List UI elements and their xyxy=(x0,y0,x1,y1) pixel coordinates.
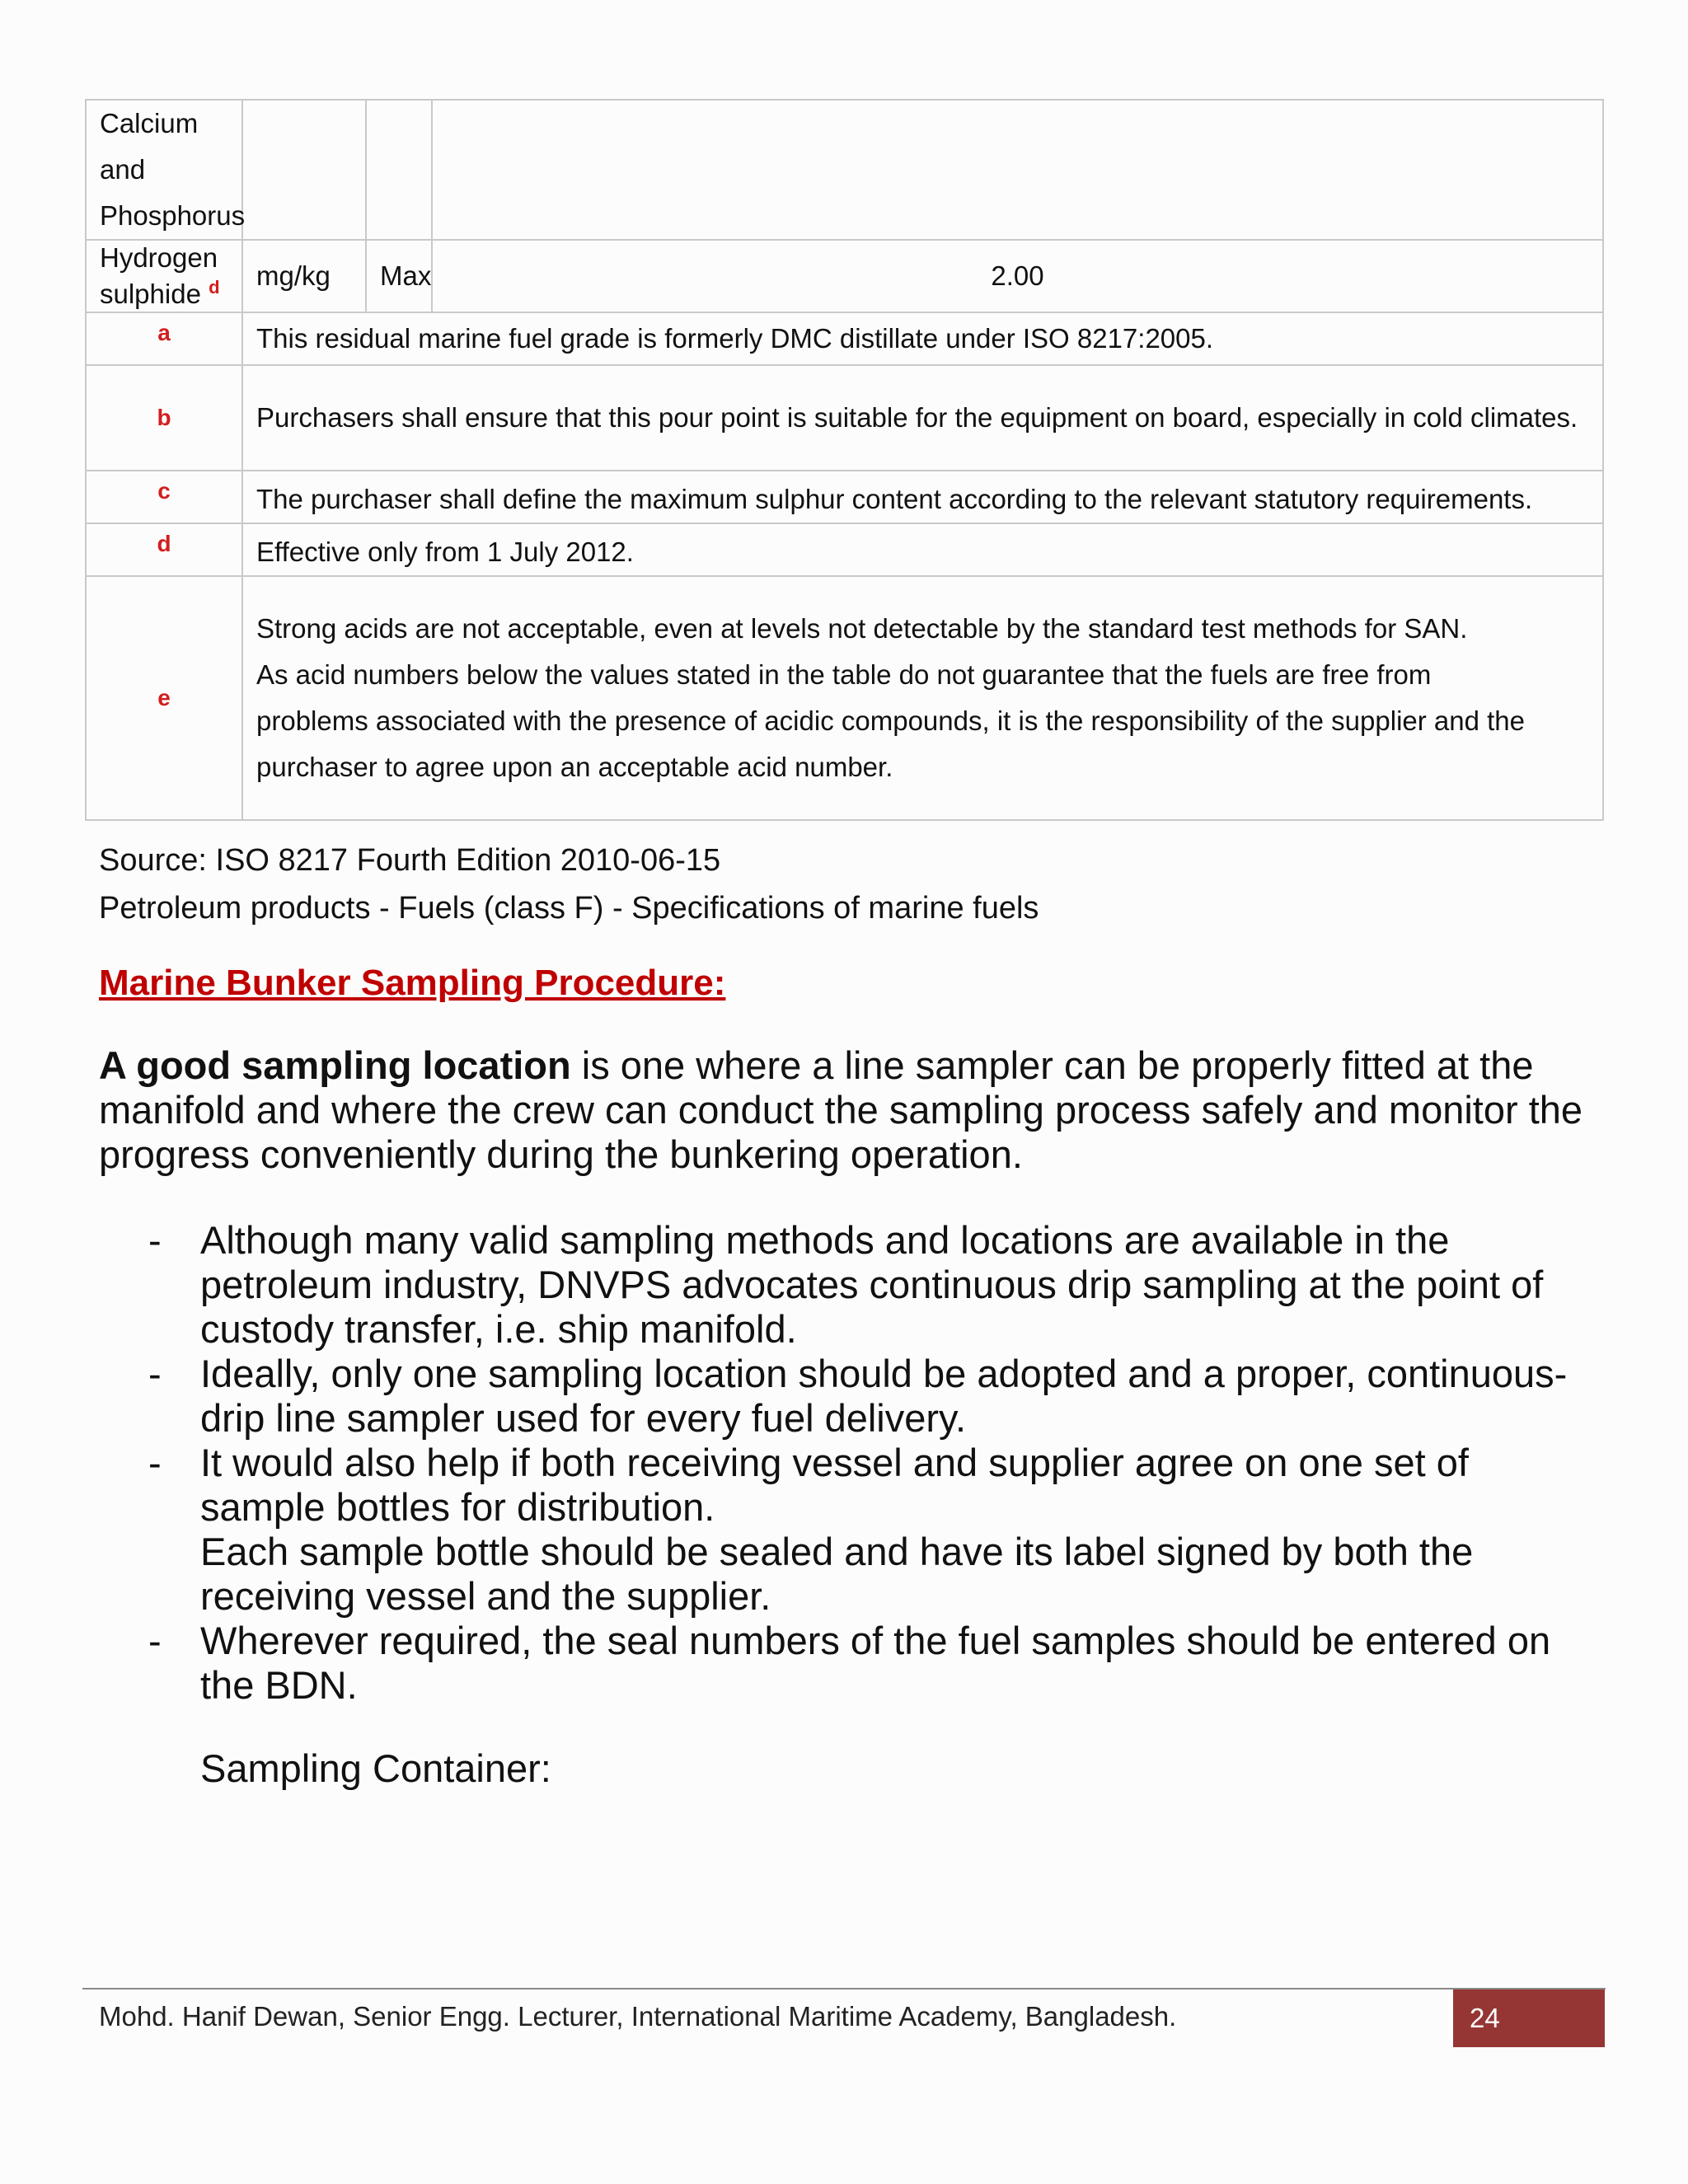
bullet-list xyxy=(144,1218,1595,1708)
footnote-line: problems associated with the presence of acidic compounds, it is the responsibility of the supplier and the xyxy=(256,705,1526,736)
footnote-line: Strong acids are not acceptable, even at levels not detectable by the standard test methods for SAN. xyxy=(256,613,1468,644)
table-row xyxy=(86,240,1603,312)
source-citation xyxy=(99,837,1039,932)
footnote-text: The purchaser shall define the maximum sulphur content according to the relevant statutory requirements. xyxy=(242,471,1603,523)
source-line: Petroleum products - Fuels (class F) - Specifications of marine fuels xyxy=(99,891,1039,926)
footnote-text: This residual marine fuel grade is formerly DMC distillate under ISO 8217:2005. xyxy=(242,312,1603,365)
unit-cell: mg/kg xyxy=(242,240,366,312)
footnote-line: purchaser to agree upon an acceptable acid number. xyxy=(256,752,893,782)
property-name: Phosphorus xyxy=(100,200,246,231)
footnote-row xyxy=(86,576,1603,820)
spec-table-wrapper xyxy=(85,99,1604,821)
list-item-text: Ideally, only one sampling location should be adopted and a proper, continuous-drip line sampler used for every fuel delivery. xyxy=(200,1352,1568,1440)
value-cell xyxy=(432,100,1603,240)
property-name: sulphide xyxy=(100,279,201,309)
footnote-line: As acid numbers below the values stated in the table do not guarantee that the fuels are free from xyxy=(256,659,1432,690)
limit-cell: Max xyxy=(366,240,432,312)
footnote-label: c xyxy=(86,471,242,523)
footnote-row xyxy=(86,471,1603,523)
intro-paragraph xyxy=(99,1043,1607,1177)
list-item: - Although many valid sampling methods and locations are available in the petroleum industry, DNVPS advocates continuous drip sampling at the point of custody transfer, i.e. ship manifold. xyxy=(148,1218,1544,1351)
source-line: Source: ISO 8217 Fourth Edition 2010-06-15 xyxy=(99,843,721,878)
intro-text: is one where a line sampler can be properly fitted at the manifold and where the crew can conduct the sampling process safely and monitor the progress conveniently during the bunkering operation. xyxy=(99,1043,1583,1176)
footnote-text xyxy=(242,576,1603,820)
footnote-label: a xyxy=(86,312,242,365)
footnote-ref: d xyxy=(209,277,220,298)
list-item: - Ideally, only one sampling location should be adopted and a proper, continuous-drip line sampler used for every fuel delivery. xyxy=(148,1352,1568,1440)
property-name: Calcium and xyxy=(100,108,199,185)
limit-cell xyxy=(366,100,432,240)
footnote-row xyxy=(86,365,1603,471)
footnote-text: Purchasers shall ensure that this pour point is suitable for the equipment on board, especially in cold climates. xyxy=(242,365,1603,471)
footer-author: Mohd. Hanif Dewan, Senior Engg. Lecturer, International Maritime Academy, Bangladesh. xyxy=(99,2001,1177,2032)
list-item-text: Although many valid sampling methods and locations are available in the petroleum industry, DNVPS advocates continuous drip sampling at the point of custody transfer, i.e. ship manifold. xyxy=(200,1218,1544,1351)
value-cell: 2.00 xyxy=(432,240,1603,312)
list-item: - It would also help if both receiving vessel and supplier agree on one set of sample bottles for distribution. Each sample bottle should be sealed and have its label signed by both the receiving vessel and the supplier. xyxy=(148,1441,1474,1618)
footnote-label: b xyxy=(86,365,242,471)
footnote-label: e xyxy=(86,576,242,820)
list-item-text: Wherever required, the seal numbers of the fuel samples should be entered on the BDN. xyxy=(200,1619,1551,1707)
property-cell xyxy=(86,240,242,312)
property-cell xyxy=(86,100,246,240)
list-item: - Wherever required, the seal numbers of the fuel samples should be entered on the BDN. xyxy=(148,1619,1551,1707)
list-item-text: It would also help if both receiving vessel and supplier agree on one set of sample bottles for distribution. xyxy=(200,1441,1469,1529)
property-name: Hydrogen xyxy=(100,242,218,273)
list-item-continuation: Each sample bottle should be sealed and have its label signed by both the receiving vessel and the supplier. xyxy=(200,1530,1474,1618)
footer-divider xyxy=(82,1988,1606,1990)
intro-bold: A good sampling location xyxy=(99,1043,571,1087)
table-row xyxy=(86,100,1603,240)
footnote-row xyxy=(86,312,1603,365)
footnote-text: Effective only from 1 July 2012. xyxy=(242,523,1603,576)
footnote-label: d xyxy=(86,523,242,576)
footnote-row xyxy=(86,523,1603,576)
unit-cell xyxy=(242,100,366,240)
page-number: 24 xyxy=(1453,1990,1605,2047)
section-heading: Marine Bunker Sampling Procedure: xyxy=(99,963,726,1003)
spec-table xyxy=(85,99,1604,821)
sampling-container-label: Sampling Container: xyxy=(200,1746,551,1790)
